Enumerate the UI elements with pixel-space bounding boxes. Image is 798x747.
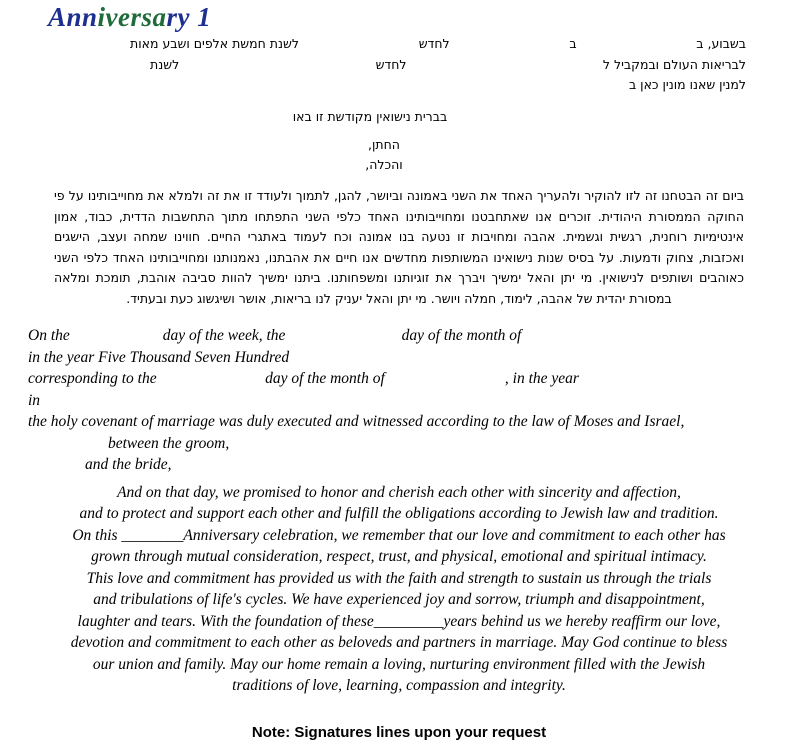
- english-paragraph-line-9: our union and family. May our home remain a loving, nurturing environment filled with the Jewish: [92, 655, 706, 673]
- hebrew-bride-name: והכלה,: [365, 157, 403, 172]
- signature-note: Note: Signatures lines upon your request: [251, 724, 547, 741]
- english-line-4: in: [28, 391, 41, 409]
- page-title-part-a: Ann: [48, 2, 98, 32]
- english-groom-line: between the groom,: [108, 434, 230, 452]
- english-paragraph-line-1: And on that day, we promised to honor and cherish each other with sincerity and affection,: [117, 483, 681, 501]
- english-bride-line: and the bride,: [85, 456, 172, 473]
- hebrew-year-label-1: לשנת חמשת אלפים ושבע מאות: [130, 36, 299, 51]
- hebrew-body-paragraph: ביום זה הבטחנו זה לזו להוקיר ולהעריך האחד את השני באמונה וביושר, להגן, לתמוך ולעודד זו את זה ולמלא את מחוייבותינו על פי החוקה הממסורת היהודית. זוכרים אנו שאתחבטנו ומחוייבותינו האחד כלפי השני התפתחו מתוך התחשבות הדדית, כבוד, אמון אינטימיות רוחנית, רגשית וגשמית. אהבה ומחויבות זו נטעה בנו אמונה וכח לעמוד באתגרי החיים. חווינו שמחה ועצב, הישגים ואכזבות, צחוק ודמעות. על בסיס שנות נישואינו המשותפות מחדשים אנו חיים את אהבתנו, נאמנותנו ומחוייבותינו האחד כלפי השני כאוהבים ושותפים לנישואין. מי יתן והאל ימשיך ויברך את זוגיותנו ומשפחותנו. ביתנו ימשיך להוות סביבה אוהבת, תומכת ומלאה במסורת יהדית של אהבה, לימוד, חמלה ויושר. מי יתן והאל יעניק לנו בריאות, אושר ושיגשוג כעת ובעתיד.: [54, 188, 744, 306]
- english-line-5: the holy covenant of marriage was duly executed and witnessed according to the law of Moses and Israel,: [28, 413, 685, 430]
- hebrew-month-label-1: לחדש: [418, 36, 450, 51]
- english-paragraph-line-8: devotion and commitment to each other as beloveds and partners in marriage. May God continue to bless: [70, 634, 728, 651]
- hebrew-date-row-2: [0, 55, 798, 74]
- english-line-1: On the day of the week, the day of the month of: [28, 327, 522, 344]
- english-paragraph-line-3: On this ________Anniversary celebration, we remember that our love and commitment to each other has: [72, 526, 726, 544]
- english-line-3: corresponding to the day of the month of , in the year: [28, 370, 579, 387]
- hebrew-covenant-line: בברית נישואין מקודשת זו באו: [292, 109, 448, 124]
- hebrew-month-label-2: לחדש: [375, 57, 407, 72]
- page-title: [48, 2, 211, 33]
- english-line-2: in the year Five Thousand Seven Hundred: [28, 348, 290, 366]
- english-paragraph-line-6: and tribulations of life's cycles. We have experienced joy and sorrow, triumph and disappointment,: [93, 591, 705, 608]
- hebrew-creation-label: לבריאות העולם ובמקביל ל: [602, 57, 746, 72]
- english-paragraph-line-5: This love and commitment has provided us with the faith and strength to sustain us through the trials: [86, 569, 712, 587]
- hebrew-groom-name: החתן,: [368, 137, 400, 152]
- english-paragraph-line-2: and to protect and support each other and fulfill the obligations according to Jewish law and tradition.: [79, 505, 719, 522]
- page-title-part-b: iversa: [97, 2, 167, 32]
- page-title-part-c: ry 1: [166, 2, 212, 32]
- hebrew-day-marker: ב: [569, 36, 577, 51]
- english-paragraph-line-7: laughter and tears. With the foundation of these_________years behind us we hereby reaffirm our love,: [77, 612, 721, 630]
- hebrew-year-label-2: לשנת: [150, 57, 180, 72]
- english-paragraph-line-4: grown through mutual consideration, respect, trust, and physical, emotional and spiritual intimacy.: [91, 548, 707, 565]
- hebrew-text-block: [0, 34, 798, 309]
- hebrew-date-row-1: [0, 34, 798, 53]
- hebrew-week-day: בשבוע, ב: [696, 36, 746, 51]
- english-text-block: [0, 325, 798, 697]
- hebrew-place-line: למנין שאנו מונין כאן ב: [628, 77, 746, 92]
- english-paragraph-line-10: traditions of love, learning, compassion and integrity.: [232, 677, 566, 694]
